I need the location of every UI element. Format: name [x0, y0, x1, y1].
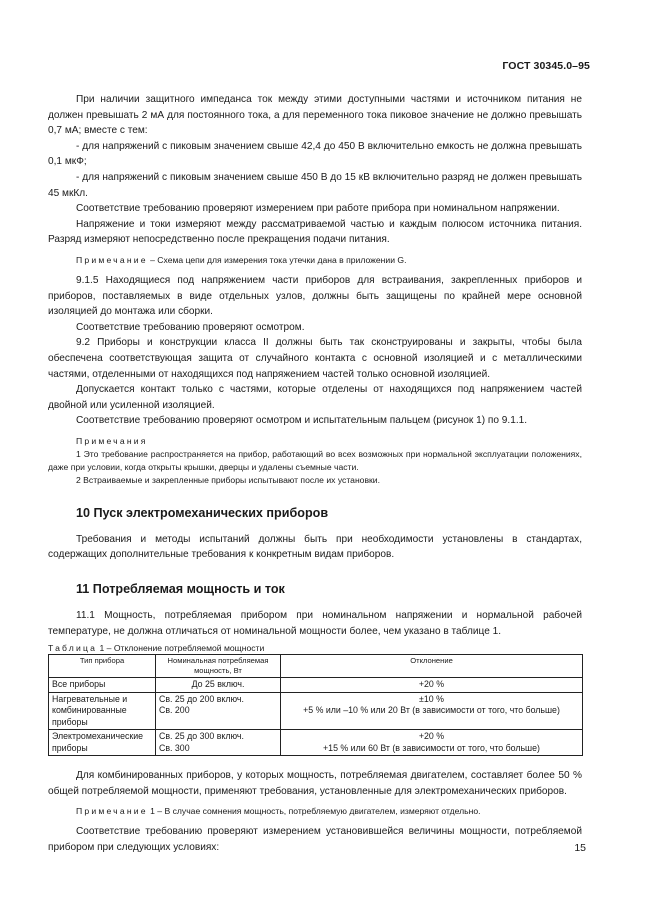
note: [48, 254, 582, 267]
paragraph: Соответствие требованию проверяют осмотром.: [76, 321, 305, 333]
paragraph: Соответствие требованию проверяют измерением при работе прибора при номинальном напряжении.: [76, 203, 560, 215]
cell-deviation: ±10 % +5 % или –10 % или 20 Вт (в зависимости от того, что больше): [281, 692, 583, 730]
paragraph: Допускается контакт только с частями, которые отделены от находящихся под напряжением частей двойной или усиленной изоляцией.: [48, 384, 582, 411]
table-caption: [48, 642, 582, 654]
cell-deviation: +20 %: [281, 678, 583, 693]
power-deviation-table: [48, 654, 583, 756]
paragraph: Соответствие требованию проверяют осмотром и испытательным пальцем (рисунок 1) по 9.1.1.: [76, 415, 528, 427]
paragraph: 11.1 Мощность, потребляемая прибором при номинальном напряжении и нормальной рабочей температуре, не должна отличаться от номинальной мощности более, чем указано в таблице 1.: [48, 610, 582, 637]
notes-label-text: Примечания: [76, 435, 148, 446]
cell-power: Св. 25 до 300 включ. Св. 300: [156, 730, 281, 756]
cell-type: Электромеханические приборы: [49, 730, 156, 756]
table-row: [49, 692, 583, 730]
paragraph: 9.2 Приборы и конструкции класса II должны быть так сконструированы и закрыты, чтобы была обеспечена соответствующая защита от случайного контакта с основной изоляцией и с металлическими частями, отделенными от находящихся под напряжением частей только основной изоляцией.: [48, 337, 582, 380]
paragraph: 9.1.5 Находящиеся под напряжением части приборов для встраивания, закрепленных приборов и приборов, поставляемых в виде отдельных узлов, должны быть защищены по крайней мере основной изоляцией до монтажа или сборки.: [48, 274, 582, 318]
list-item: - для напряжений с пиковым значением свыше 42,4 до 450 В включительно емкость не должна превышать 0,1 мкФ;: [48, 140, 582, 168]
document-header: ГОСТ 30345.0–95: [502, 60, 590, 72]
note-label: Примечание: [76, 254, 148, 265]
cell-type: Все приборы: [49, 678, 156, 693]
cell-power: Св. 25 до 200 включ. Св. 200: [156, 692, 281, 730]
note-text: 1 – В случае сомнения мощность, потребляемую двигателем, измеряют отдельно.: [147, 806, 481, 817]
table-row: [49, 678, 583, 693]
column-header: Номинальная потребляемая мощность, Вт: [156, 655, 281, 678]
column-header: Тип прибора: [49, 655, 156, 678]
paragraph: Требования и методы испытаний должны быть при необходимости установлены в стандартах, содержащих дополнительные требования к конкретным видам приборов.: [48, 533, 582, 561]
note: 1 Это требование распространяется на прибор, работающий во всех возможных при нормальной эксплуатации положениях, даже при условии, когда открыты крышки, дверцы и удалены съемные части.: [48, 448, 582, 472]
note-label: Примечание: [76, 806, 148, 817]
table-caption-text: 1 – Отклонение потребляемой мощности: [97, 643, 265, 654]
cell-type: Нагревательные и комбинированные приборы: [49, 692, 156, 730]
cell-power: До 25 включ.: [156, 678, 281, 693]
table-header-row: [49, 655, 583, 678]
notes-label: [48, 435, 582, 448]
section-heading: 11 Потребляемая мощность и ток: [76, 582, 285, 597]
cell-deviation: +20 % +15 % или 60 Вт (в зависимости от того, что больше): [281, 730, 583, 756]
column-header: Отклонение: [281, 655, 583, 678]
paragraph: Напряжение и токи измеряют между рассматриваемой частью и каждым полюсом источника питания. Разряд измеряют непосредственно после прекращения подачи питания.: [48, 218, 582, 246]
section-heading: 10 Пуск электромеханических приборов: [76, 505, 329, 520]
paragraph: Для комбинированных приборов, у которых мощность, потребляемая двигателем, составляет более 50 % общей потребляемой мощности, применяют требования, установленные для электромеханических приборов.: [48, 770, 582, 797]
page-number: 15: [574, 842, 586, 854]
note-text: – Схема цепи для измерения тока утечки дана в приложении G.: [147, 254, 407, 265]
page-content: [48, 92, 582, 856]
list-item: - для напряжений с пиковым значением свыше 450 В до 15 кВ включительно разряд не должен превышать 45 мкКл.: [48, 171, 582, 199]
note: [48, 805, 582, 818]
paragraph: Соответствие требованию проверяют измерением установившейся величины мощности, потребляемой прибором при следующих условиях:: [48, 826, 582, 854]
table-row: [49, 730, 583, 756]
note: 2 Встраиваемые и закрепленные приборы испытывают после их установки.: [76, 474, 380, 485]
paragraph: При наличии защитного импеданса ток между этими доступными частями и источником питания не должен превышать 2 мА для постоянного тока, а для переменного тока пиковое значение не должно превышать 0,7 мА; вместе с тем:: [48, 94, 582, 137]
table-caption-label: Таблица: [48, 643, 98, 654]
